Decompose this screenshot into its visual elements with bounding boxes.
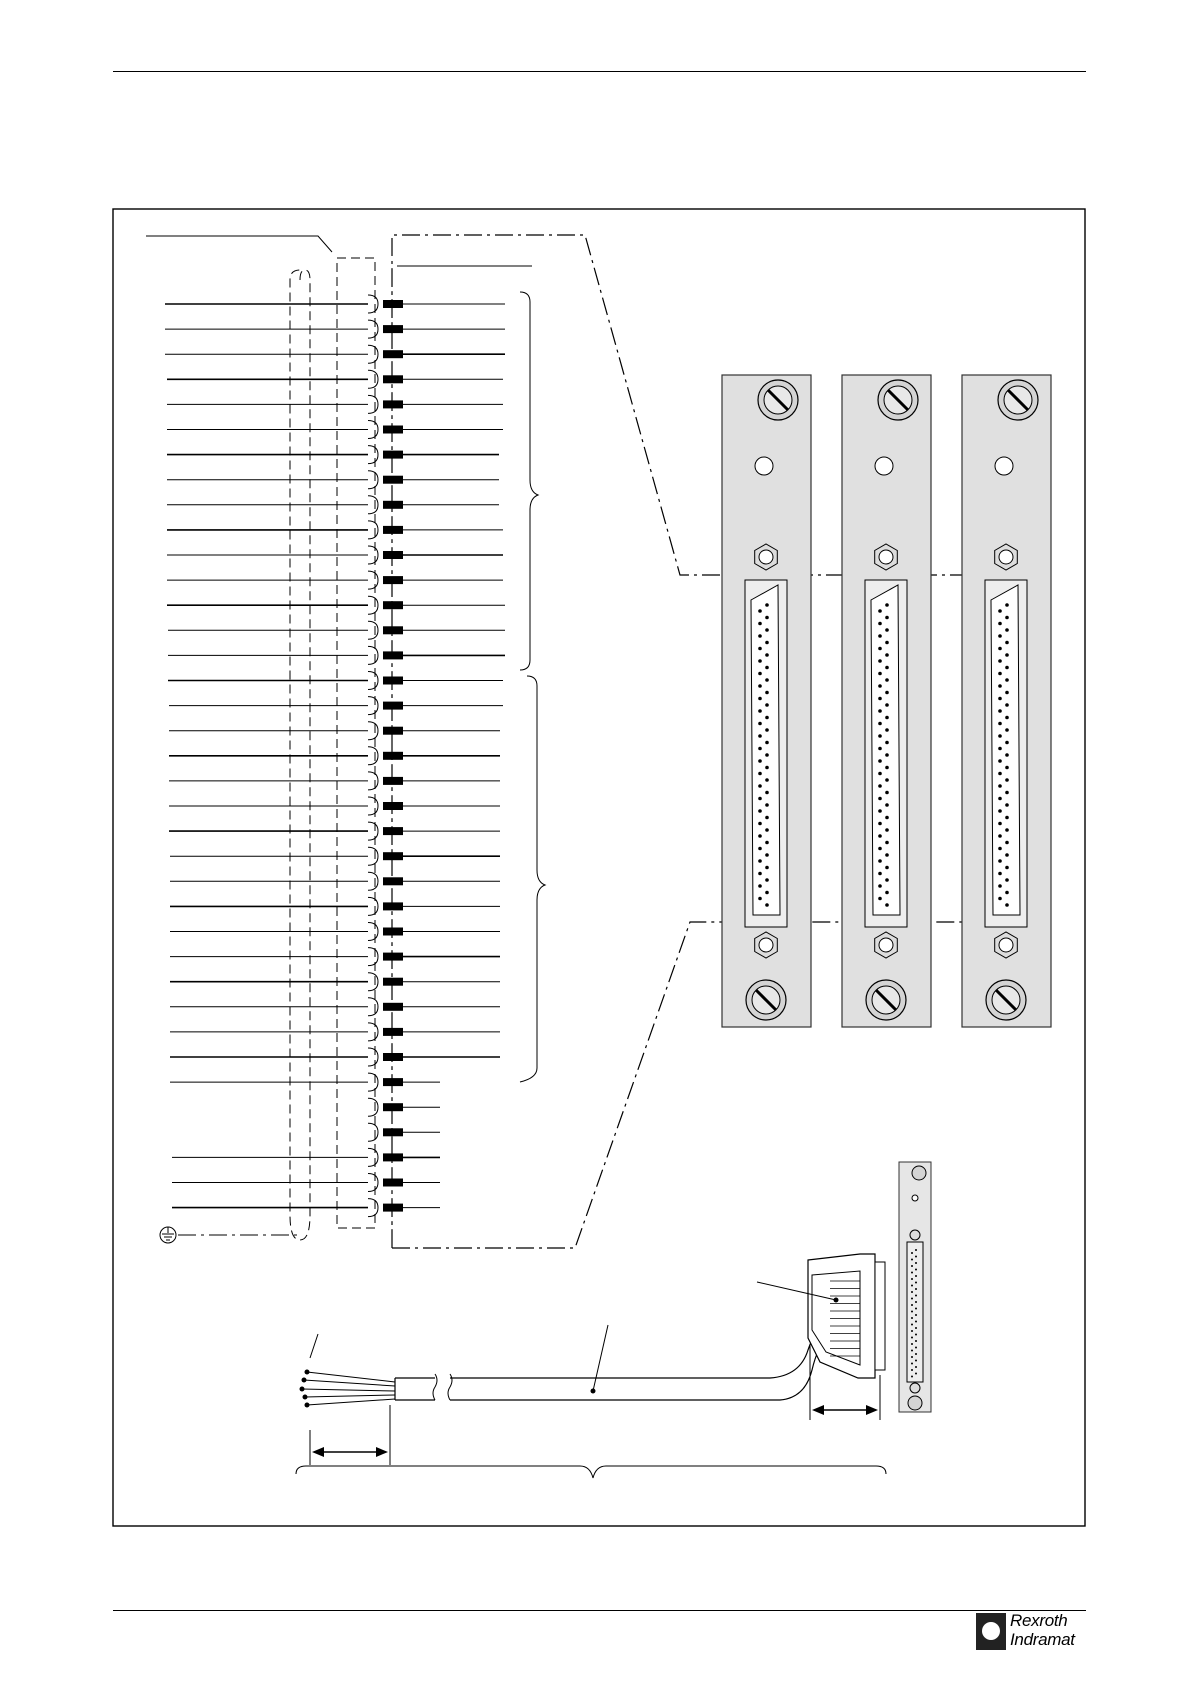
terminal-row xyxy=(169,697,503,715)
detail-outline-bottom xyxy=(392,922,1040,1248)
cable-jacket xyxy=(395,1330,826,1400)
terminal-row xyxy=(167,395,503,413)
terminal-row xyxy=(170,948,500,966)
terminal-row xyxy=(167,521,503,539)
dsub-connector xyxy=(745,580,787,927)
terminal-row xyxy=(167,496,499,514)
terminal-row xyxy=(368,1098,440,1116)
connector-plate xyxy=(722,375,811,1027)
bracket-lower xyxy=(520,676,545,1082)
rexroth-circle-logo-icon xyxy=(976,1613,1006,1650)
logo-text xyxy=(1010,1611,1075,1649)
slotted-screw-icon xyxy=(878,380,918,420)
terminal-row xyxy=(167,370,503,388)
terminal-row xyxy=(169,772,500,790)
terminal-row xyxy=(170,998,500,1016)
terminal-row xyxy=(167,596,505,614)
terminal-row xyxy=(169,747,500,765)
ground-symbol-icon xyxy=(160,1227,176,1243)
cable-break xyxy=(433,1374,452,1400)
rexroth-logo xyxy=(976,1613,1086,1653)
terminal-row xyxy=(167,421,503,439)
wire-end-leader xyxy=(310,1334,318,1358)
terminal-row xyxy=(170,847,500,865)
connector-plate xyxy=(962,375,1051,1027)
terminal-row xyxy=(170,1048,500,1066)
slotted-screw-icon xyxy=(998,380,1038,420)
terminal-row xyxy=(172,1148,440,1166)
terminal-row xyxy=(167,571,503,589)
small-connector-plate xyxy=(899,1162,931,1412)
figure-frame xyxy=(113,209,1085,1526)
slotted-screw-icon xyxy=(758,380,798,420)
terminal-row xyxy=(169,722,500,740)
slotted-screw-icon xyxy=(986,980,1026,1020)
slotted-screw-icon xyxy=(746,980,786,1020)
terminal-row xyxy=(168,672,503,690)
terminal-row xyxy=(167,446,499,464)
terminal-row xyxy=(170,872,500,890)
terminal-row xyxy=(172,1174,440,1192)
terminal-row xyxy=(368,1123,440,1141)
terminal-row xyxy=(169,797,500,815)
wire-ends xyxy=(300,1334,396,1408)
dimension-wire-end xyxy=(310,1405,390,1465)
cable-label-leader xyxy=(146,236,332,252)
connector-plate xyxy=(842,375,931,1027)
terminal-rows xyxy=(165,268,505,1240)
connector-plates xyxy=(722,375,1051,1027)
cable-plug xyxy=(757,1254,885,1378)
bracket-upper xyxy=(520,292,538,670)
dsub-connector xyxy=(865,580,907,927)
cable-assembly xyxy=(296,1254,886,1478)
terminal-row xyxy=(165,295,505,313)
terminal-row xyxy=(165,345,505,363)
slotted-screw-icon xyxy=(866,980,906,1020)
logo-line2: Indramat xyxy=(1010,1630,1075,1649)
terminal-row xyxy=(170,1023,500,1041)
terminal-row xyxy=(172,1199,440,1217)
terminal-row xyxy=(169,822,500,840)
terminal-row xyxy=(167,546,503,564)
terminal-row xyxy=(170,1073,440,1091)
terminal-row xyxy=(170,973,500,991)
terminal-row xyxy=(170,897,500,915)
dsub-connector xyxy=(985,580,1027,927)
terminal-row xyxy=(170,923,500,941)
terminal-row xyxy=(167,471,499,489)
detail-outline xyxy=(392,235,1040,1248)
overall-length-brace xyxy=(296,1466,886,1478)
terminal-row xyxy=(165,320,505,338)
terminal-row xyxy=(168,621,505,639)
cable-leader xyxy=(593,1325,608,1391)
logo-line1: Rexroth xyxy=(1010,1611,1068,1630)
